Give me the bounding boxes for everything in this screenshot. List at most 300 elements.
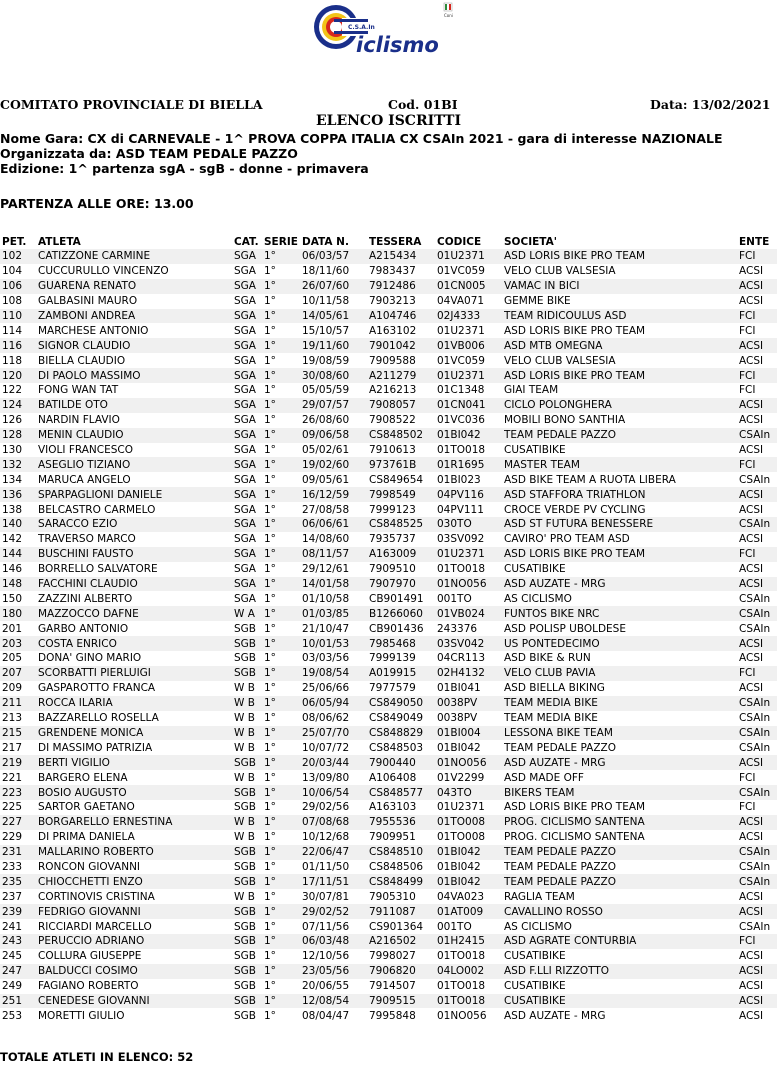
cell-atleta: BOSIO AUGUSTO [38,785,234,800]
table-body [0,249,777,1023]
cell-codice: 01TO008 [437,815,504,830]
table-row [0,696,777,711]
cell-codice: 01TO018 [437,563,486,576]
cell-codice: 04VA071 [437,295,485,308]
cell-ente: CSAIn [739,622,771,635]
cell-codice: 01BI023 [437,473,481,486]
cell-pet: 138 [2,503,23,516]
cell-atleta: GALBASINI MAURO [38,295,138,308]
cell-societa: ASD BIKE & RUN [504,652,591,665]
cell-codice: 01AT009 [437,904,504,919]
cell-cat: W B [234,741,255,754]
cell-cat: SGA [234,457,264,472]
cell-ente: CSAIn [739,874,777,889]
cell-pet: 150 [2,592,23,605]
table-header [0,234,777,249]
cell-ente: ACSI [739,487,777,502]
table-row [0,800,777,815]
table-row [0,964,777,979]
cell-serie: 1° [264,845,302,860]
cell-atleta: CORTINOVIS CRISTINA [38,890,155,903]
table-row [0,249,777,264]
cell-data-nascita: 01/11/50 [302,860,350,873]
cell-cat: SGA [234,368,264,383]
cell-data-nascita: 14/01/58 [302,577,369,592]
cell-serie: 1° [264,457,302,472]
table-row [0,726,777,741]
cell-data-nascita: 06/05/94 [302,696,369,711]
cell-tessera: 7909515 [369,994,437,1009]
cell-societa: PROG. CICLISMO SANTENA [504,831,645,844]
cell-atleta: PERUCCIO ADRIANO [38,934,234,949]
cell-cat: SGA [234,249,264,264]
cell-codice: 01U2371 [437,801,485,814]
table-row [0,279,777,294]
cell-data-nascita: 10/11/58 [302,295,350,308]
cell-tessera: A106408 [369,771,417,784]
cell-cat: SGA [234,324,256,337]
cell-data-nascita: 19/02/60 [302,457,369,472]
cell-pet: 233 [2,860,23,873]
cell-cat: SGA [234,517,264,532]
cell-data-nascita: 19/08/54 [302,666,369,681]
table-row [0,994,777,1009]
cell-pet: 245 [2,950,23,963]
cell-tessera: CS849654 [369,473,424,486]
cell-codice: 01VC059 [437,354,485,367]
cell-cat: SGA [234,592,256,605]
cell-societa: TEAM PEDALE PAZZO [504,741,616,754]
cell-cat: SGB [234,755,264,770]
cell-atleta: MAZZOCCO DAFNE [38,606,234,621]
cell-societa: CUSATIBIKE [504,994,739,1009]
cell-ente: ACSI [739,755,777,770]
cell-pet: 142 [2,533,23,546]
table-row [0,517,777,532]
data-elenco: Data: 13/02/2021 [650,97,771,112]
cell-pet: 122 [2,384,23,397]
cell-serie: 1° [264,934,302,949]
cell-serie: 1° [264,712,276,725]
cell-serie: 1° [264,295,276,308]
cell-ente: FCI [739,547,777,562]
cell-data-nascita: 15/10/57 [302,324,350,337]
cell-societa: TEAM PEDALE PAZZO [504,874,739,889]
table-row [0,621,777,636]
table-row [0,532,777,547]
cell-codice: 01TO008 [437,831,486,844]
cell-societa: MASTER TEAM [504,457,739,472]
cell-ente: ACSI [739,815,777,830]
cell-data-nascita: 09/05/61 [302,473,350,486]
cell-serie: 1° [264,309,302,324]
cell-serie: 1° [264,606,302,621]
cell-atleta: BELCASTRO CARMELO [38,503,156,516]
cell-data-nascita: 07/11/56 [302,920,350,933]
cell-atleta: CENEDESE GIOVANNI [38,994,234,1009]
cell-data-nascita: 29/02/56 [302,801,350,814]
cell-societa: ASD ST FUTURA BENESSERE [504,517,739,532]
cell-codice: 243376 [437,622,478,635]
cell-serie: 1° [264,1009,276,1022]
cell-atleta: DI PRIMA DANIELA [38,831,135,844]
table-row [0,785,777,800]
cell-pet: 237 [2,890,23,903]
cell-serie: 1° [264,547,302,562]
table-row [0,353,777,368]
cell-codice: 01CN041 [437,398,504,413]
cell-pet: 180 [0,606,38,621]
cell-societa: CROCE VERDE PV CYCLING [504,503,646,516]
cell-cat: W B [234,726,264,741]
cell-ente: ACSI [739,1009,764,1022]
cell-codice: 01NO056 [437,577,504,592]
cell-societa: VELO CLUB VALSESIA [504,354,616,367]
cell-cat: SGB [234,874,264,889]
codice-comitato: Cod. 01BI [388,97,458,112]
cell-tessera: 7912486 [369,279,437,294]
cell-pet: 209 [2,682,23,695]
cell-societa: ASD AGRATE CONTURBIA [504,934,739,949]
cell-cat: SGA [234,295,256,308]
total-athletes: TOTALE ATLETI IN ELENCO: 52 [0,1050,194,1064]
cell-atleta: CUCCURULLO VINCENZO [38,265,169,278]
cell-codice: 01BI004 [437,726,504,741]
cell-tessera: CS849049 [369,712,424,725]
cell-codice: 01CN005 [437,279,504,294]
cell-cat: SGA [234,265,256,278]
cell-cat: SGA [234,414,256,427]
cell-societa: CAVIRO' PRO TEAM ASD [504,533,630,546]
cell-ente: ACSI [739,354,764,367]
cell-codice: 01U2371 [437,547,504,562]
cell-ente: CSAIn [739,428,777,443]
cell-serie: 1° [264,414,276,427]
cell-tessera: 7908522 [369,414,416,427]
table-row [0,651,777,666]
cell-tessera: 7935737 [369,533,416,546]
cell-ente: FCI [739,309,777,324]
cell-serie: 1° [264,920,276,933]
table-row [0,457,777,472]
cell-tessera: CS848502 [369,428,437,443]
cell-ente: FCI [739,934,777,949]
cell-serie: 1° [264,801,276,814]
cell-societa: ASD F.LLI RIZZOTTO [504,964,739,979]
cell-pet: 205 [2,652,23,665]
table-row [0,472,777,487]
cell-cat: SGB [234,860,257,873]
cell-atleta: ZAZZINI ALBERTO [38,592,133,605]
cell-pet: 148 [0,577,38,592]
cell-societa: TEAM RIDICOULUS ASD [504,309,739,324]
cell-data-nascita: 14/05/61 [302,309,369,324]
cell-atleta: TRAVERSO MARCO [38,533,136,546]
cell-pet: 251 [0,994,38,1009]
cell-atleta: NARDIN FLAVIO [38,414,120,427]
cell-tessera: 7999123 [369,503,416,516]
table-row [0,502,777,517]
cell-serie: 1° [264,771,276,784]
cell-data-nascita: 05/02/61 [302,444,350,457]
cell-serie: 1° [264,964,302,979]
cell-ente: ACSI [739,563,764,576]
cell-pet: 243 [0,934,38,949]
csain-ciclismo-logo [312,0,462,56]
cell-data-nascita: 08/06/62 [302,712,350,725]
cell-tessera: 7914507 [369,980,416,993]
cell-codice: 04CR113 [437,652,486,665]
cell-serie: 1° [264,354,276,367]
table-row [0,904,777,919]
cell-societa: CUSATIBIKE [504,444,566,457]
cell-cat: SGA [234,503,256,516]
cell-ente: ACSI [739,265,764,278]
cell-cat: SGB [234,1009,257,1022]
cell-societa: TEAM PEDALE PAZZO [504,860,616,873]
cell-tessera: 7985468 [369,636,437,651]
cell-codice: 01R1695 [437,457,504,472]
cell-tessera: B1266060 [369,606,437,621]
cell-societa: AS CICLISMO [504,920,572,933]
cell-pet: 231 [0,845,38,860]
cell-pet: 132 [0,457,38,472]
cell-data-nascita: 29/07/57 [302,398,369,413]
cell-data-nascita: 17/11/51 [302,874,369,889]
cell-data-nascita: 23/05/56 [302,964,369,979]
cell-ente: FCI [739,384,756,397]
cell-cat: SGB [234,920,257,933]
cell-atleta: DI PAOLO MASSIMO [38,368,234,383]
cell-ente: ACSI [739,533,764,546]
table-row [0,889,777,904]
cell-societa: ASD LORIS BIKE PRO TEAM [504,801,646,814]
cell-serie: 1° [264,577,302,592]
table-row [0,413,777,428]
cell-ente: ACSI [739,279,777,294]
cell-tessera: 7909588 [369,354,416,367]
cell-societa: ASD LORIS BIKE PRO TEAM [504,547,739,562]
cell-serie: 1° [264,338,302,353]
cell-codice: 01VB024 [437,606,504,621]
cell-atleta: BUSCHINI FAUSTO [38,547,234,562]
cell-cat: SGB [234,964,264,979]
cell-data-nascita: 13/09/80 [302,771,350,784]
cell-data-nascita: 25/06/66 [302,682,350,695]
cell-societa: ASD AUZATE - MRG [504,755,739,770]
cell-tessera: A163103 [369,801,417,814]
cell-serie: 1° [264,533,276,546]
cell-atleta: ASEGLIO TIZIANO [38,457,234,472]
cell-ente: CSAIn [739,741,771,754]
table-row [0,755,777,770]
cell-cat: W A [234,606,264,621]
svg-text:Coni: Coni [444,13,453,18]
cell-data-nascita: 12/08/54 [302,994,369,1009]
cell-ente: ACSI [739,904,777,919]
cell-societa: CAVALLINO ROSSO [504,904,739,919]
cell-codice: 01U2371 [437,368,504,383]
cell-pet: 134 [2,473,23,486]
cell-cat: W B [234,771,255,784]
cell-codice: 01U2371 [437,324,485,337]
cell-codice: 03SV042 [437,636,504,651]
cell-data-nascita: 19/11/60 [302,338,369,353]
table-row [0,309,777,324]
cell-serie: 1° [264,265,276,278]
cell-serie: 1° [264,517,302,532]
cell-data-nascita: 10/12/68 [302,831,350,844]
cell-atleta: ZAMBONI ANDREA [38,309,234,324]
cell-pet: 235 [0,874,38,889]
cell-pet: 247 [0,964,38,979]
cell-codice: 01BI042 [437,428,504,443]
cell-cat: SGB [234,950,257,963]
cell-pet: 102 [0,249,38,264]
column-header-pet: PET. [2,235,27,248]
cell-data-nascita: 09/06/58 [302,428,369,443]
cell-cat: SGA [234,279,264,294]
cell-societa: AS CICLISMO [504,592,572,605]
cell-codice: 02H4132 [437,666,504,681]
cell-data-nascita: 20/03/44 [302,755,369,770]
cell-pet: 239 [0,904,38,919]
table-row [0,323,777,338]
cell-societa: ASD POLISP UBOLDESE [504,622,626,635]
cell-serie: 1° [264,473,276,486]
cell-pet: 225 [2,801,23,814]
cell-ente: CSAIn [739,473,771,486]
table-row [0,845,777,860]
cell-data-nascita: 10/06/54 [302,785,369,800]
cell-atleta: ROCCA ILARIA [38,696,234,711]
cell-ente: ACSI [739,831,764,844]
cell-cat: SGA [234,547,264,562]
cell-serie: 1° [264,428,302,443]
cell-serie: 1° [264,980,276,993]
cell-tessera: 7907970 [369,577,437,592]
cell-ente: FCI [739,368,777,383]
cell-pet: 110 [0,309,38,324]
cell-tessera: A216213 [369,384,417,397]
cell-atleta: FEDRIGO GIOVANNI [38,904,234,919]
cell-pet: 116 [0,338,38,353]
cell-cat: SGB [234,801,257,814]
cell-societa: ASD AUZATE - MRG [504,1009,606,1022]
cell-serie: 1° [264,279,302,294]
cell-cat: SGA [234,428,264,443]
cell-societa: VELO CLUB VALSESIA [504,265,616,278]
comitato: COMITATO PROVINCIALE DI BIELLA [0,97,263,112]
cell-pet: 120 [0,368,38,383]
cell-pet: 114 [2,324,23,337]
cell-codice: 001TO [437,920,472,933]
cell-atleta: BIELLA CLAUDIO [38,354,126,367]
table-row [0,368,777,383]
cell-tessera: CS849050 [369,696,437,711]
column-header-data-nascita: DATA N. [302,235,349,248]
cell-pet: 146 [2,563,23,576]
cell-atleta: BAZZARELLO ROSELLA [38,712,159,725]
cell-societa: CICLO POLONGHERA [504,398,739,413]
cell-cat: W B [234,890,255,903]
cell-serie: 1° [264,815,302,830]
cell-ente: ACSI [739,414,764,427]
cell-atleta: DI MASSIMO PATRIZIA [38,741,153,754]
cell-cat: SGA [234,563,256,576]
cell-ente: CSAIn [739,517,777,532]
cell-societa: MOBILI BONO SANTHIA [504,414,626,427]
cell-cat: SGB [234,666,264,681]
cell-serie: 1° [264,785,302,800]
cell-tessera: CB901491 [369,592,424,605]
table-row [0,294,777,309]
cell-atleta: MENIN CLAUDIO [38,428,234,443]
cell-serie: 1° [264,726,302,741]
cell-atleta: BARGERO ELENA [38,771,128,784]
cell-data-nascita: 16/12/59 [302,487,369,502]
cell-tessera: CS848503 [369,741,424,754]
cell-ente: FCI [739,666,777,681]
cell-tessera: CB901436 [369,622,424,635]
cell-societa: CUSATIBIKE [504,980,566,993]
table-row [0,577,777,592]
cell-societa: VAMAC IN BICI [504,279,739,294]
cell-data-nascita: 27/08/58 [302,503,350,516]
cell-atleta: RONCON GIOVANNI [38,860,141,873]
column-header-serie: SERIE [264,235,298,248]
cell-serie: 1° [264,874,302,889]
cell-serie: 1° [264,636,302,651]
cell-data-nascita: 29/02/52 [302,904,369,919]
cell-codice: 030TO [437,517,504,532]
cell-cat: SGB [234,785,264,800]
cell-societa: TEAM MEDIA BIKE [504,712,598,725]
cell-societa: GIAI TEAM [504,384,559,397]
cell-pet: 128 [0,428,38,443]
cell-atleta: COSTA ENRICO [38,636,234,651]
cell-serie: 1° [264,831,276,844]
cell-atleta: GASPAROTTO FRANCA [38,682,156,695]
cell-tessera: 7955536 [369,815,437,830]
cell-ente: FCI [739,801,756,814]
cell-societa: GEMME BIKE [504,295,571,308]
cell-codice: 01VC059 [437,265,485,278]
cell-cat: SGA [234,384,256,397]
cell-cat: SGB [234,904,264,919]
cell-data-nascita: 30/08/60 [302,368,369,383]
cell-ente: FCI [739,771,756,784]
table-row [0,547,777,562]
cell-codice: 01C1348 [437,384,485,397]
cell-serie: 1° [264,652,276,665]
cell-pet: 253 [2,1009,23,1022]
cell-atleta: BORGARELLO ERNESTINA [38,815,234,830]
cell-codice: 01BI041 [437,682,481,695]
cell-codice: 01BI042 [437,845,504,860]
cell-cat: W B [234,815,264,830]
cell-ente: ACSI [739,950,764,963]
cell-societa: US PONTEDECIMO [504,636,739,651]
column-header-tessera: TESSERA [369,235,422,248]
cell-societa: PROG. CICLISMO SANTENA [504,815,739,830]
cell-ente: ACSI [739,444,764,457]
cell-ente: ACSI [739,503,764,516]
cell-tessera: A163102 [369,324,417,337]
cell-tessera: A211279 [369,368,437,383]
cell-tessera: 7909951 [369,831,416,844]
cell-tessera: 7909510 [369,563,416,576]
